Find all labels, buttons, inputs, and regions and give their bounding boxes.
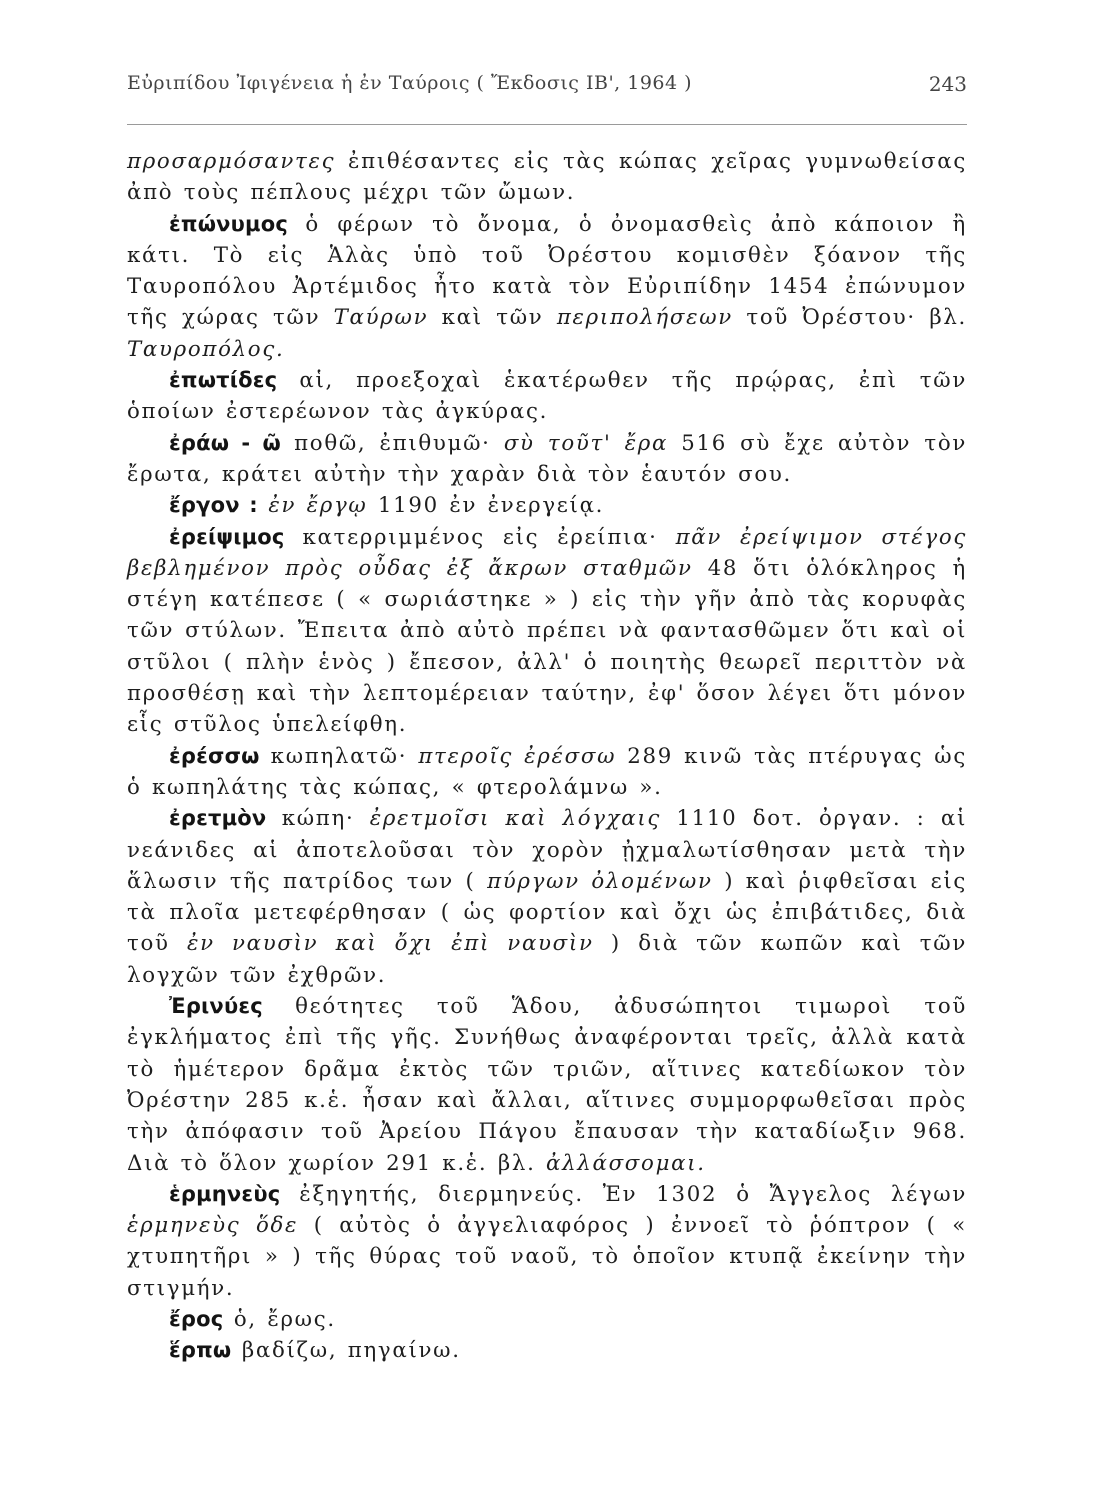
entry-citation: ἐν ναυσὶν καὶ ὄχι ἐπὶ ναυσὶν <box>186 931 594 957</box>
glossary-entries <box>127 146 967 1367</box>
entry-definition: 48 ὅτι ὁλόκληρος ἡ στέγη κατέπεσε ( « σωριάστηκε » ) εἰς τὴν γῆν ἀπὸ τὰς κορυφὰς τῶν στύλων. Ἔπειτα ἀπὸ αὐτὸ πρέπει νὰ φαντασθῶμεν ὅτι καὶ οἱ στῦλοι ( πλὴν ἑνὸς ) ἔπεσον, ἀλλ' ὁ ποιητὴς θεωρεῖ περιττὸν νὰ προσθέσῃ καὶ τὴν λεπτομέρειαν ταύτην, ἐφ' ὅσον λέγει ὅτι μόνον εἷς στῦλος ὑπελείφθη. <box>127 555 967 738</box>
glossary-entry <box>127 991 967 1179</box>
glossary-entry <box>127 1179 967 1304</box>
entry-definition: βαδίζω, πηγαίνω. <box>231 1338 461 1364</box>
entry-definition: κώπη· <box>266 806 370 832</box>
running-title: Εὐριπίδου Ἰφιγένεια ἡ ἐν Ταύροις ( Ἔκδοσις ΙΒ', 1964 ) <box>127 72 693 94</box>
entry-definition: ἐπιθέσαντες εἰς τὰς κώπας χεῖρας γυμνωθείσας ἀπὸ τοὺς πέπλους μέχρι τῶν ὤμων. <box>127 149 967 206</box>
glossary-entry <box>127 209 967 365</box>
entry-definition: 516 σὺ ἔχε αὐτὸν τὸν ἔρωτα, κράτει αὐτὴν τὴν χαρὰν διὰ τὸν ἑαυτόν σου. <box>127 430 968 487</box>
entry-headword: ἐράω - ῶ <box>169 430 281 455</box>
entry-headword: ἐρετμὸν <box>169 806 267 831</box>
entry-definition: ὁ φέρων τὸ ὄνομα, ὁ ὀνομασθεὶς ἀπὸ κάποιον ἢ κάτι. Τὸ εἰς Ἁλὰς ὑπὸ τοῦ Ὀρέστου κομισθὲν ξόανον τῆς Ταυροπόλου Ἀρτέμιδος ἦτο κατὰ τὸν Εὐριπίδην 1454 ἐπώνυμον τῆς χώρας τῶν <box>127 211 967 331</box>
entry-headword: Ἐρινύες <box>169 994 263 1019</box>
glossary-entry <box>127 1304 967 1335</box>
entry-headword: ἐρείψιμος <box>169 524 285 549</box>
entry-headword: ἐπωτίδες <box>169 368 278 393</box>
entry-citation: προσαρμόσαντες <box>127 149 336 174</box>
entry-citation: ἐν ἔργῳ <box>268 493 368 519</box>
entry-headword: ἐρέσσω <box>169 743 260 768</box>
entry-definition: θεότητες τοῦ Ἅδου, ἀδυσώπητοι τιμωροὶ τοῦ ἐγκλήματος ἐπὶ τῆς γῆς. Συνήθως ἀναφέρονται τρεῖς, ἀλλὰ κατὰ τὸ ἡμέτερον δρᾶμα ἐκτὸς τῶν τριῶν, αἵτινες κατεδίωκον τὸν Ὀρέστην 285 κ.ἑ. ἦσαν καὶ ἄλλαι, αἵτινες συμμορφωθεῖσαι πρὸς τὴν ἀπόφασιν τοῦ Ἀρείου Πάγου ἔπαυσαν τὴν καταδίωξιν 968. Διὰ τὸ ὅλον χωρίον 291 κ.ἑ. βλ. <box>127 994 967 1176</box>
entry-definition: κωπηλατῶ· <box>259 743 419 769</box>
header-rule <box>127 124 967 125</box>
entry-citation: ἀλλάσσομαι. <box>546 1150 706 1176</box>
entry-definition: αἱ, προεξοχαὶ ἑκατέρωθεν τῆς πρῴρας, ἐπὶ τῶν ὁποίων ἐστερέωνον τὰς ἀγκύρας. <box>127 368 967 425</box>
entry-headword: ἕρπω <box>169 1338 232 1363</box>
entry-citation: πᾶν ἐρείψιμον στέγος βεβλημένον πρὸς οὖδας ἐξ ἄκρων σταθμῶν <box>127 524 967 581</box>
glossary-entry <box>127 365 967 428</box>
entry-continuation <box>127 146 967 209</box>
entry-citation: ἐρετμοῖσι καὶ λόγχαις <box>369 806 662 832</box>
entry-citation: Ταυροπόλος. <box>127 336 285 362</box>
entry-citation: πτεροῖς ἐρέσσω <box>418 743 617 769</box>
entry-citation: Ταύρων <box>333 305 429 331</box>
running-head <box>127 66 967 96</box>
entry-definition: 289 κινῶ τὰς πτέρυγας ὡς ὁ κωπηλάτης τὰς κώπας, « φτερολάμνω ». <box>127 743 967 800</box>
entry-headword: ἔρος <box>169 1306 224 1331</box>
entry-definition: τοῦ Ὀρέστου· βλ. <box>732 305 968 331</box>
entry-citation: ἑρμηνεὺς ὅδε <box>127 1213 299 1239</box>
entry-definition: ὁ, ἔρως. <box>223 1306 336 1332</box>
entry-definition: κατερριμμένος εἰς ἐρείπια· <box>284 524 676 550</box>
glossary-entry <box>127 803 967 991</box>
entry-citation: πύργων ὀλομένων <box>487 868 713 894</box>
entry-citation: σὺ τοῦτ' ἔρα <box>503 430 669 456</box>
entry-definition: ἐξηγητής, διερμηνεύς. Ἐν 1302 ὁ Ἄγγελος λέγων <box>280 1181 967 1207</box>
glossary-entry <box>127 522 967 741</box>
entry-definition: καὶ τῶν <box>428 305 557 331</box>
entry-headword: ἐπώνυμος <box>169 211 288 236</box>
glossary-entry <box>127 1335 967 1366</box>
entry-headword: ἔργον : <box>169 493 258 518</box>
entry-definition: ) καὶ ῥιφθεῖσαι εἰς τὰ πλοῖα μετεφέρθησαν ( ὡς φορτίον καὶ ὄχι ὡς ἐπιβάτιδες, διὰ τοῦ <box>127 868 967 957</box>
entry-headword: ἑρμηνεὺς <box>169 1181 281 1206</box>
entry-definition: 1190 ἐν ἐνεργείᾳ. <box>367 493 605 519</box>
entry-definition <box>258 493 268 518</box>
glossary-entry <box>127 741 967 804</box>
glossary-entry <box>127 490 967 521</box>
entry-citation: περιπολήσεων <box>556 305 733 331</box>
entry-definition: ποθῶ, ἐπιθυμῶ· <box>280 430 504 456</box>
page-number: 243 <box>928 72 967 96</box>
entry-definition: ) διὰ τῶν κωπῶν καὶ τῶν λογχῶν τῶν ἐχθρῶν. <box>127 931 967 988</box>
glossary-entry <box>127 428 967 491</box>
entry-definition: 1110 δοτ. ὀργαν. : αἱ νεάνιδες αἱ ἀποτελοῦσαι τὸν χορὸν ᾐχμαλωτίσθησαν μετὰ τὴν ἅλωσιν τῆς πατρίδος των ( <box>127 806 968 894</box>
entry-definition: ( αὐτὸς ὁ ἀγγελιαφόρος ) ἐννοεῖ τὸ ῥόπτρον ( « χτυπητῆρι » ) τῆς θύρας τοῦ ναοῦ, τὸ ὁποῖον κτυπᾷ ἐκείνην τὴν στιγμήν. <box>127 1213 967 1301</box>
